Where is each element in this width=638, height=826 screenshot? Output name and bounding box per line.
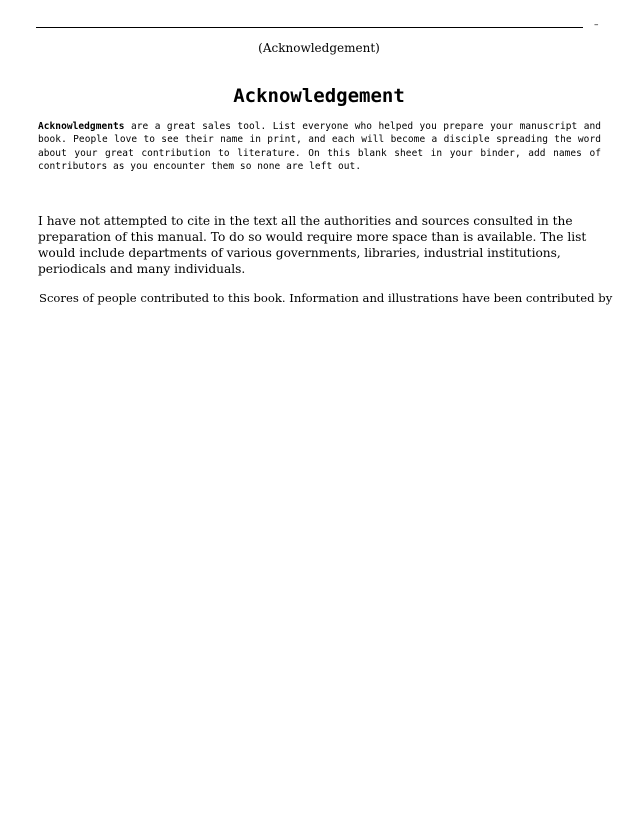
page-title: Acknowledgement: [233, 85, 405, 107]
body-paragraph-1: I have not attempted to cite in the text all the authorities and sources consulted in the preparation of this manual. To do so would require more space than is available. The list would include departments of various governments, libraries, industrial institutions, periodicals and many individuals.: [38, 214, 587, 276]
header-mark: –: [594, 20, 599, 30]
running-header: (Acknowledgement): [258, 41, 380, 55]
header-rule: [36, 27, 583, 28]
body-paragraph-2: Scores of people contributed to this book. Information and illustrations have been contributed by: [39, 291, 613, 305]
note-text: are a great sales tool. List everyone who helped you prepare your manuscript and book. People love to see their name in print, and each will become a disciple spreading the word about your great contribution to literature. On this blank sheet in your binder, add names of contributors as you encounter them so none are left out.: [38, 121, 601, 172]
note-lead: Acknowledgments: [38, 121, 125, 132]
instruction-note: [38, 120, 601, 173]
